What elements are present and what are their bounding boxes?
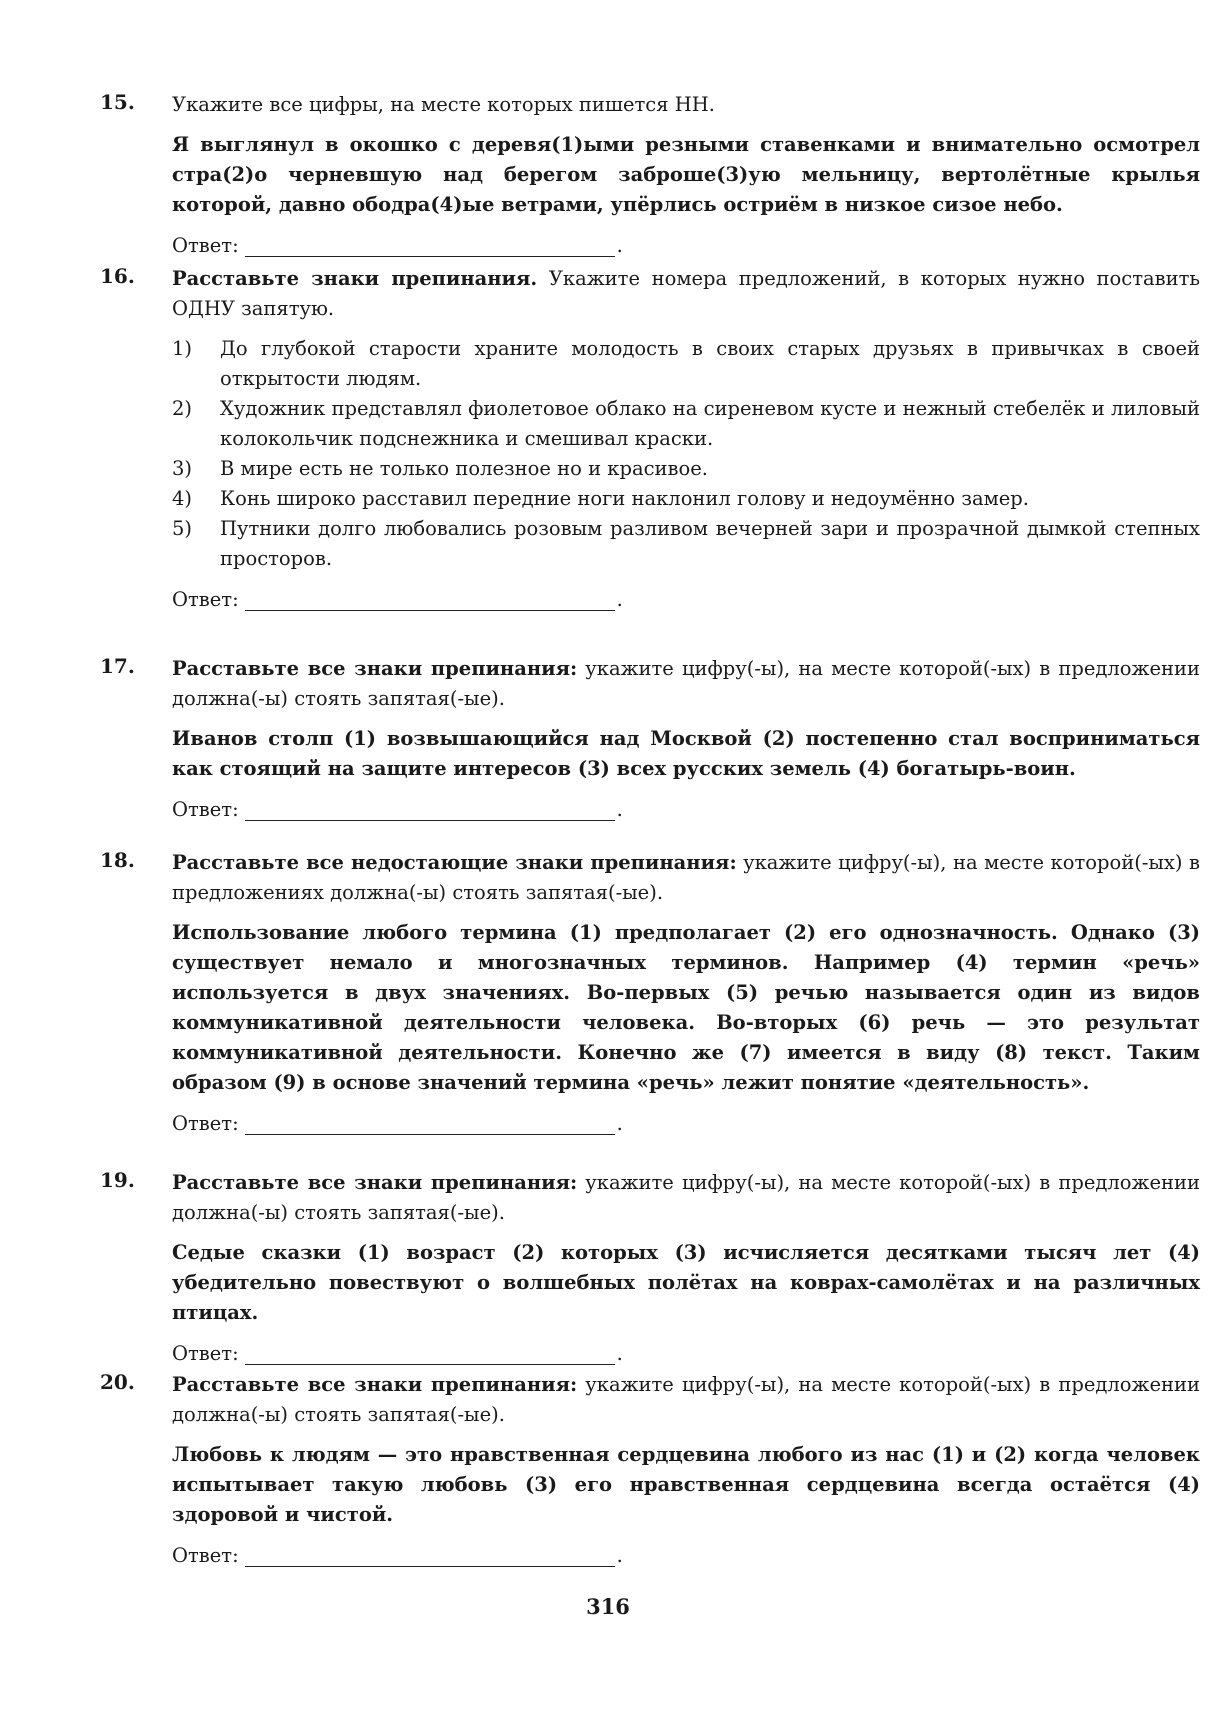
task-question-text: Укажите все цифры, на месте которых пишется НН. (172, 93, 715, 116)
task-text: Седые сказки (1) возраст (2) которых (3) исчисляется десятками тысяч лет (4) убедительно повествуют о волшебных полётах на коврах-самолётах и на различных птицах. (172, 1241, 1200, 1324)
list-item: 5) Путники долго любовались розовым разливом вечерней зари и прозрачной дымкой степных просторов. (172, 517, 1200, 570)
task-number: 19. (100, 1168, 135, 1192)
task-18 (100, 848, 1200, 1135)
task-20 (100, 1370, 1200, 1567)
options-list (172, 334, 1200, 574)
answer-label: Ответ: (172, 1544, 239, 1567)
answer-field[interactable] (245, 800, 615, 821)
answer-field[interactable] (245, 1114, 615, 1135)
task-15 (100, 90, 1200, 257)
list-item: 4) Конь широко расставил передние ноги наклонил голову и недоумённо замер. (172, 487, 1029, 510)
task-text: Любовь к людям — это нравственная сердцевина любого из нас (1) и (2) когда человек испытывает такую любовь (3) его нравственная сердцевина всегда остаётся (4) здоровой и чистой. (172, 1443, 1200, 1526)
list-item: 2) Художник представлял фиолетовое облако на сиреневом кусте и нежный стебелёк и лиловый колокольчик подснежника и смешивал краски. (172, 397, 1200, 450)
task-question-bold: Расставьте все недостающие знаки препинания: (172, 851, 737, 874)
answer-row: Ответ: . (172, 1112, 623, 1135)
task-question-text: укажите цифру(-ы), на месте которой(-ых) в предложении должна(-ы) стоять запятая(-ые). (172, 1171, 1200, 1224)
task-number: 17. (100, 654, 135, 678)
list-item: 3) В мире есть не только полезное но и красивое. (172, 457, 708, 480)
answer-label: Ответ: (172, 588, 239, 611)
answer-row: Ответ: . (172, 1342, 623, 1365)
answer-label: Ответ: (172, 1342, 239, 1365)
answer-row: Ответ: . (172, 234, 623, 257)
task-number: 16. (100, 264, 135, 288)
task-number: 18. (100, 848, 135, 872)
task-question-bold: Расставьте все знаки препинания: (172, 1373, 578, 1396)
task-number: 20. (100, 1370, 135, 1394)
answer-label: Ответ: (172, 798, 239, 821)
task-question (172, 654, 1200, 714)
answer-field[interactable] (245, 1546, 615, 1567)
task-16 (100, 264, 1200, 611)
answer-row: Ответ: . (172, 1544, 623, 1567)
answer-row: Ответ: . (172, 588, 623, 611)
task-question-text: укажите цифру(-ы), на месте которой(-ых) в предложении должна(-ы) стоять запятая(-ые). (172, 657, 1200, 710)
task-question-bold: Расставьте знаки препинания. (172, 267, 538, 290)
answer-label: Ответ: (172, 1112, 239, 1135)
task-question-bold: Расставьте все знаки препинания: (172, 1171, 578, 1194)
list-item: 1) До глубокой старости храните молодость в своих старых друзьях в привычках в своей открытости людям. (172, 337, 1200, 390)
task-question-text: Укажите номера предложений, в которых нужно поставить ОДНУ запятую. (172, 267, 1200, 320)
task-question-text: укажите цифру(-ы), на месте которой(-ых) в предложении должна(-ы) стоять запятая(-ые). (172, 1373, 1200, 1426)
task-question (172, 1370, 1200, 1430)
answer-row: Ответ: . (172, 798, 623, 821)
page-number: 316 (586, 1594, 630, 1619)
answer-field[interactable] (245, 1344, 615, 1365)
task-text: Использование любого термина (1) предполагает (2) его однозначность. Однако (3) существует немало и многозначных терминов. Например (4) термин «речь» используется в двух значениях. Во-первых (5) речью называется один из видов коммуникативной деятельности человека. Во-вторых (6) речь — это результат коммуникативной деятельности. Конечно же (7) имеется в виду (8) текст. Таким образом (9) в основе значений термина «речь» лежит понятие «деятельность». (172, 921, 1200, 1094)
task-text: Я выглянул в окошко с деревя(1)ыми резными ставенками и внимательно осмотрел стра(2)о черневшую над берегом заброше(3)ую мельницу, вертолётные крылья которой, давно ободра(4)ые ветрами, упёрлись остриём в низкое сизое небо. (172, 133, 1200, 216)
task-question-bold: Расставьте все знаки препинания: (172, 657, 578, 680)
task-question-text: укажите цифру(-ы), на месте которой(-ых) в предложениях должна(-ы) стоять запятая(-ые). (172, 851, 1200, 904)
task-number: 15. (100, 90, 135, 114)
answer-label: Ответ: (172, 234, 239, 257)
task-question (172, 264, 1200, 324)
task-question (172, 90, 1200, 120)
task-question (172, 848, 1200, 908)
answer-field[interactable] (245, 590, 615, 611)
answer-field[interactable] (245, 236, 615, 257)
task-text: Иванов столп (1) возвышающийся над Москвой (2) постепенно стал восприниматься как стоящий на защите интересов (3) всех русских земель (4) богатырь-воин. (172, 727, 1200, 780)
task-17 (100, 654, 1200, 821)
task-question (172, 1168, 1200, 1228)
task-19 (100, 1168, 1200, 1365)
